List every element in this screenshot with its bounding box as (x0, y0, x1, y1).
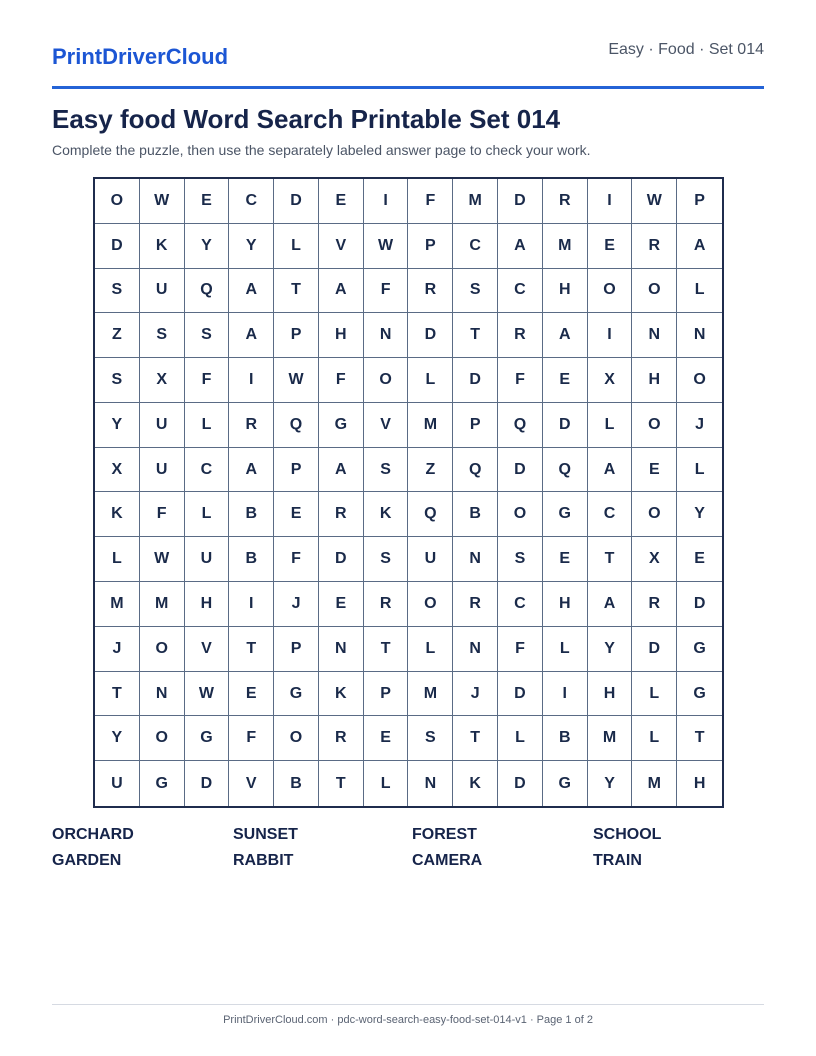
grid-cell: V (364, 403, 409, 448)
grid-cell: O (632, 403, 677, 448)
grid-cell: D (632, 627, 677, 672)
grid-cell: C (185, 448, 230, 493)
grid-cell: F (498, 627, 543, 672)
word-search-grid (93, 177, 724, 808)
grid-cell: M (408, 672, 453, 717)
grid-cell: E (274, 492, 319, 537)
grid-cell: E (229, 672, 274, 717)
grid-cell: J (453, 672, 498, 717)
grid-cell: S (408, 716, 453, 761)
grid-cell: Y (229, 224, 274, 269)
grid-cell: Y (185, 224, 230, 269)
grid-cell: X (95, 448, 140, 493)
grid-cell: S (95, 358, 140, 403)
page-title: Easy food Word Search Printable Set 014 (52, 104, 561, 134)
grid-cell: T (677, 716, 722, 761)
grid-cell: T (364, 627, 409, 672)
grid-cell: T (274, 269, 319, 314)
grid-cell: E (364, 716, 409, 761)
grid-cell: L (95, 537, 140, 582)
grid-cell: O (274, 716, 319, 761)
grid-cell: N (364, 313, 409, 358)
grid-cell: M (543, 224, 588, 269)
grid-cell: K (95, 492, 140, 537)
grid-cell: T (588, 537, 633, 582)
grid-cell: Q (498, 403, 543, 448)
grid-cell: F (229, 716, 274, 761)
grid-cell: X (632, 537, 677, 582)
grid-cell: F (319, 358, 364, 403)
grid-cell: O (364, 358, 409, 403)
grid-cell: R (453, 582, 498, 627)
grid-cell: Q (453, 448, 498, 493)
grid-cell: E (319, 179, 364, 224)
grid-cell: K (319, 672, 364, 717)
page-header (52, 40, 764, 89)
grid-cell: I (543, 672, 588, 717)
grid-cell: E (677, 537, 722, 582)
grid-cell: C (498, 269, 543, 314)
grid-cell: U (140, 448, 185, 493)
grid-cell: S (498, 537, 543, 582)
grid-cell: T (319, 761, 364, 806)
grid-cell: A (319, 269, 364, 314)
grid-cell: L (185, 492, 230, 537)
grid-cell: M (453, 179, 498, 224)
grid-cell: C (498, 582, 543, 627)
grid-cell: U (140, 403, 185, 448)
grid-cell: V (319, 224, 364, 269)
grid-cell: E (319, 582, 364, 627)
grid-cell: R (632, 224, 677, 269)
grid-cell: W (140, 537, 185, 582)
grid-cell: A (498, 224, 543, 269)
grid-cell: M (632, 761, 677, 806)
grid-cell: R (364, 582, 409, 627)
grid-cell: J (274, 582, 319, 627)
grid-cell: X (140, 358, 185, 403)
grid-cell: G (543, 492, 588, 537)
word-list-item: ORCHARD (52, 826, 134, 843)
grid-cell: D (453, 358, 498, 403)
grid-cell: C (453, 224, 498, 269)
word-list-item: GARDEN (52, 852, 122, 869)
grid-cell: M (408, 403, 453, 448)
grid-cell: R (319, 492, 364, 537)
grid-cell: L (588, 403, 633, 448)
grid-cell: U (185, 537, 230, 582)
grid-cell: B (543, 716, 588, 761)
grid-cell: K (364, 492, 409, 537)
grid-cell: G (140, 761, 185, 806)
grid-cell: Q (274, 403, 319, 448)
grid-cell: Y (95, 716, 140, 761)
grid-cell: V (229, 761, 274, 806)
grid-cell: D (274, 179, 319, 224)
grid-cell: E (632, 448, 677, 493)
grid-cell: L (498, 716, 543, 761)
grid-cell: N (453, 627, 498, 672)
grid-cell: K (140, 224, 185, 269)
grid-cell: A (543, 313, 588, 358)
grid-cell: H (543, 582, 588, 627)
grid-cell: S (364, 448, 409, 493)
grid-cell: Q (185, 269, 230, 314)
grid-cell: G (677, 672, 722, 717)
grid-cell: A (319, 448, 364, 493)
grid-cell: Y (95, 403, 140, 448)
grid-cell: G (319, 403, 364, 448)
grid-cell: O (677, 358, 722, 403)
grid-cell: U (408, 537, 453, 582)
grid-cell: B (274, 761, 319, 806)
grid-cell: T (453, 313, 498, 358)
grid-cell: I (588, 179, 633, 224)
grid-cell: N (453, 537, 498, 582)
grid-cell: B (229, 492, 274, 537)
grid-cell: O (632, 492, 677, 537)
grid-cell: G (185, 716, 230, 761)
grid-cell: J (677, 403, 722, 448)
grid-cell: L (543, 627, 588, 672)
grid-cell: N (632, 313, 677, 358)
grid-cell: N (319, 627, 364, 672)
grid-cell: A (588, 582, 633, 627)
grid-cell: E (543, 537, 588, 582)
grid-cell: W (364, 224, 409, 269)
grid-cell: O (95, 179, 140, 224)
grid-cell: D (95, 224, 140, 269)
grid-cell: H (319, 313, 364, 358)
grid-cell: B (229, 537, 274, 582)
grid-cell: D (498, 761, 543, 806)
page-subtitle: Complete the puzzle, then use the separately labeled answer page to check your work. (52, 142, 591, 158)
grid-cell: D (498, 672, 543, 717)
grid-cell: L (632, 716, 677, 761)
page-footer: PrintDriverCloud.com · pdc-word-search-easy-food-set-014-v1 · Page 1 of 2 (52, 1004, 764, 1026)
grid-cell: D (319, 537, 364, 582)
word-list-item: RABBIT (233, 852, 294, 869)
grid-cell: G (543, 761, 588, 806)
grid-cell: P (274, 627, 319, 672)
grid-cell: E (185, 179, 230, 224)
grid-cell: F (140, 492, 185, 537)
grid-cell: S (364, 537, 409, 582)
brand-logo: PrintDriverCloud (52, 44, 229, 69)
grid-cell: U (95, 761, 140, 806)
grid-cell: R (319, 716, 364, 761)
grid-cell: Z (95, 313, 140, 358)
grid-cell: X (588, 358, 633, 403)
grid-cell: A (677, 224, 722, 269)
grid-cell: C (229, 179, 274, 224)
grid-cell: M (95, 582, 140, 627)
grid-cell: R (408, 269, 453, 314)
grid-cell: H (185, 582, 230, 627)
grid-cell: O (140, 716, 185, 761)
grid-cell: D (498, 179, 543, 224)
word-list-item: SCHOOL (593, 826, 662, 843)
grid-cell: G (677, 627, 722, 672)
grid-cell: P (274, 313, 319, 358)
grid-cell: G (274, 672, 319, 717)
grid-cell: A (229, 313, 274, 358)
grid-cell: E (588, 224, 633, 269)
grid-cell: H (588, 672, 633, 717)
grid-cell: H (693, 774, 706, 792)
grid-cell: O (498, 492, 543, 537)
grid-cell: Q (543, 448, 588, 493)
grid-cell: S (95, 269, 140, 314)
word-list-item: TRAIN (593, 852, 642, 869)
grid-cell: W (185, 672, 230, 717)
grid-cell: H (543, 269, 588, 314)
grid-cell: F (274, 537, 319, 582)
grid-cell: D (185, 761, 230, 806)
grid-cell: E (543, 358, 588, 403)
grid-cell: L (274, 224, 319, 269)
grid-cell: O (140, 627, 185, 672)
grid-cell: R (632, 582, 677, 627)
grid-cell: W (140, 179, 185, 224)
grid-cell: I (229, 358, 274, 403)
grid-cell: F (408, 179, 453, 224)
grid-cell: A (229, 269, 274, 314)
grid-cell: O (588, 269, 633, 314)
grid-cell: M (588, 716, 633, 761)
grid-cell: I (229, 582, 274, 627)
grid-cell: K (453, 761, 498, 806)
grid-cell: Z (408, 448, 453, 493)
grid-cell: D (677, 582, 722, 627)
grid-cell: R (229, 403, 274, 448)
grid-cell: S (453, 269, 498, 314)
grid-cell: D (498, 448, 543, 493)
grid-cell: L (632, 672, 677, 717)
word-list-item: FOREST (412, 826, 477, 843)
grid-cell: F (364, 269, 409, 314)
grid-cell: R (498, 313, 543, 358)
grid-cell: U (140, 269, 185, 314)
grid-cell: Y (588, 761, 633, 806)
grid-cell: I (588, 313, 633, 358)
grid-cell: L (677, 448, 722, 493)
grid-cell: L (364, 761, 409, 806)
grid-cell: C (588, 492, 633, 537)
grid-cell: W (632, 179, 677, 224)
grid-cell: F (498, 358, 543, 403)
grid-cell: P (408, 224, 453, 269)
grid-cell: O (408, 582, 453, 627)
grid-cell: M (140, 582, 185, 627)
grid-cell: P (677, 179, 722, 224)
grid-cell: N (677, 313, 722, 358)
grid-cell: D (408, 313, 453, 358)
grid-cell: Q (408, 492, 453, 537)
grid-cell: S (140, 313, 185, 358)
grid-cell: Y (677, 492, 722, 537)
grid-cell: O (632, 269, 677, 314)
breadcrumb: Easy · Food · Set 014 (608, 41, 764, 58)
grid-cell: P (453, 403, 498, 448)
grid-cell: F (185, 358, 230, 403)
grid-cell: N (140, 672, 185, 717)
grid-cell: H (632, 358, 677, 403)
grid-cell: L (185, 403, 230, 448)
word-list-item: SUNSET (233, 826, 298, 843)
grid-cell: I (364, 179, 409, 224)
grid-cell: S (185, 313, 230, 358)
grid-cell: P (364, 672, 409, 717)
grid-cell: A (588, 448, 633, 493)
grid-cell: T (229, 627, 274, 672)
grid-cell: Y (588, 627, 633, 672)
grid-cell: N (408, 761, 453, 806)
grid-cell: W (274, 358, 319, 403)
grid-cell: L (408, 627, 453, 672)
grid-cell: L (408, 358, 453, 403)
grid-cell: T (453, 716, 498, 761)
grid-cell: D (543, 403, 588, 448)
grid-cell: B (453, 492, 498, 537)
grid-cell: T (95, 672, 140, 717)
word-list-item: CAMERA (412, 852, 483, 869)
grid-cell: R (543, 179, 588, 224)
grid-cell: J (95, 627, 140, 672)
grid-cell: V (185, 627, 230, 672)
grid-cell: A (229, 448, 274, 493)
grid-cell: L (677, 269, 722, 314)
word-list (52, 826, 772, 870)
grid-cell: P (274, 448, 319, 493)
